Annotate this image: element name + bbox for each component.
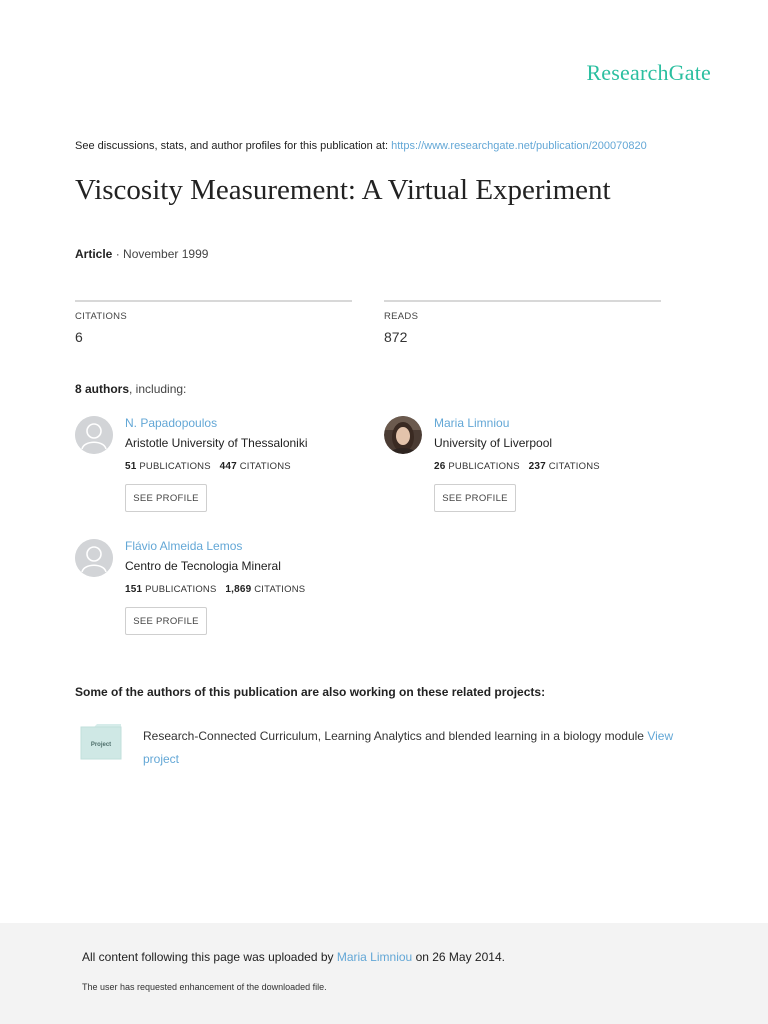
citations-count: 447 bbox=[219, 461, 237, 472]
author-name-link[interactable]: N. Papadopoulos bbox=[125, 416, 218, 430]
reads-value: 872 bbox=[384, 329, 408, 345]
authors-suffix: , including: bbox=[129, 382, 187, 396]
project-folder-icon bbox=[80, 724, 122, 760]
publications-count: 26 bbox=[434, 461, 446, 472]
reads-stat bbox=[384, 300, 661, 345]
publication-meta bbox=[75, 247, 208, 261]
citations-label: CITATIONS bbox=[75, 311, 127, 322]
see-profile-button[interactable]: SEE PROFILE bbox=[434, 484, 516, 512]
authors-heading bbox=[75, 382, 186, 396]
upload-info bbox=[82, 950, 505, 964]
see-profile-button[interactable]: SEE PROFILE bbox=[125, 607, 207, 635]
publication-title: Viscosity Measurement: A Virtual Experiment bbox=[75, 174, 611, 206]
project-item bbox=[143, 725, 688, 771]
publication-type: Article bbox=[75, 247, 113, 261]
request-notice: The user has requested enhancement of the downloaded file. bbox=[82, 982, 327, 992]
author-stats bbox=[125, 461, 291, 472]
citations-stat bbox=[75, 300, 352, 345]
see-discussions-line bbox=[75, 140, 647, 152]
uploader-link[interactable]: Maria Limniou bbox=[336, 950, 413, 964]
publications-label: PUBLICATIONS bbox=[145, 584, 217, 595]
author-name-link[interactable]: Maria Limniou bbox=[434, 416, 510, 430]
author-institution: University of Liverpool bbox=[434, 436, 553, 450]
publications-count: 151 bbox=[125, 584, 143, 595]
citations-count: 237 bbox=[528, 461, 546, 472]
citations-count: 1,869 bbox=[225, 584, 252, 595]
publications-label: PUBLICATIONS bbox=[139, 461, 211, 472]
project-icon-label: Project bbox=[90, 742, 112, 748]
author-name-link[interactable]: Flávio Almeida Lemos bbox=[125, 539, 243, 553]
researchgate-logo[interactable]: ResearchGate bbox=[586, 60, 711, 85]
publications-label: PUBLICATIONS bbox=[448, 461, 520, 472]
author-photo[interactable] bbox=[384, 416, 422, 454]
author-stats bbox=[125, 584, 305, 595]
publication-url-link[interactable]: https://www.researchgate.net/publication/200070820 bbox=[391, 140, 647, 152]
citations-label: CITATIONS bbox=[548, 461, 600, 472]
citations-value: 6 bbox=[75, 329, 83, 345]
publications-count: 51 bbox=[125, 461, 137, 472]
authors-count: 8 authors bbox=[75, 382, 130, 396]
see-profile-button[interactable]: SEE PROFILE bbox=[125, 484, 207, 512]
author-card bbox=[75, 416, 365, 516]
publication-date: · November 1999 bbox=[115, 247, 209, 261]
citations-label: CITATIONS bbox=[254, 584, 306, 595]
project-title: Research-Connected Curriculum, Learning Analytics and blended learning in a biology module bbox=[143, 729, 644, 743]
author-card bbox=[75, 539, 365, 639]
avatar-placeholder-icon[interactable] bbox=[75, 539, 113, 577]
view-project-link[interactable]: View project bbox=[143, 729, 674, 766]
footer bbox=[0, 923, 768, 1024]
see-discussions-text: See discussions, stats, and author profiles for this publication at: bbox=[75, 140, 389, 152]
author-institution: Centro de Tecnologia Mineral bbox=[125, 559, 281, 573]
upload-prefix: All content following this page was uploaded by bbox=[82, 950, 334, 964]
citations-label: CITATIONS bbox=[239, 461, 291, 472]
avatar-placeholder-icon[interactable] bbox=[75, 416, 113, 454]
reads-label: READS bbox=[384, 311, 419, 322]
related-projects-heading: Some of the authors of this publication are also working on these related projects: bbox=[75, 685, 546, 699]
upload-suffix: on 26 May 2014. bbox=[415, 950, 505, 964]
author-card bbox=[384, 416, 674, 516]
author-stats bbox=[434, 461, 600, 472]
author-institution: Aristotle University of Thessaloniki bbox=[125, 436, 308, 450]
